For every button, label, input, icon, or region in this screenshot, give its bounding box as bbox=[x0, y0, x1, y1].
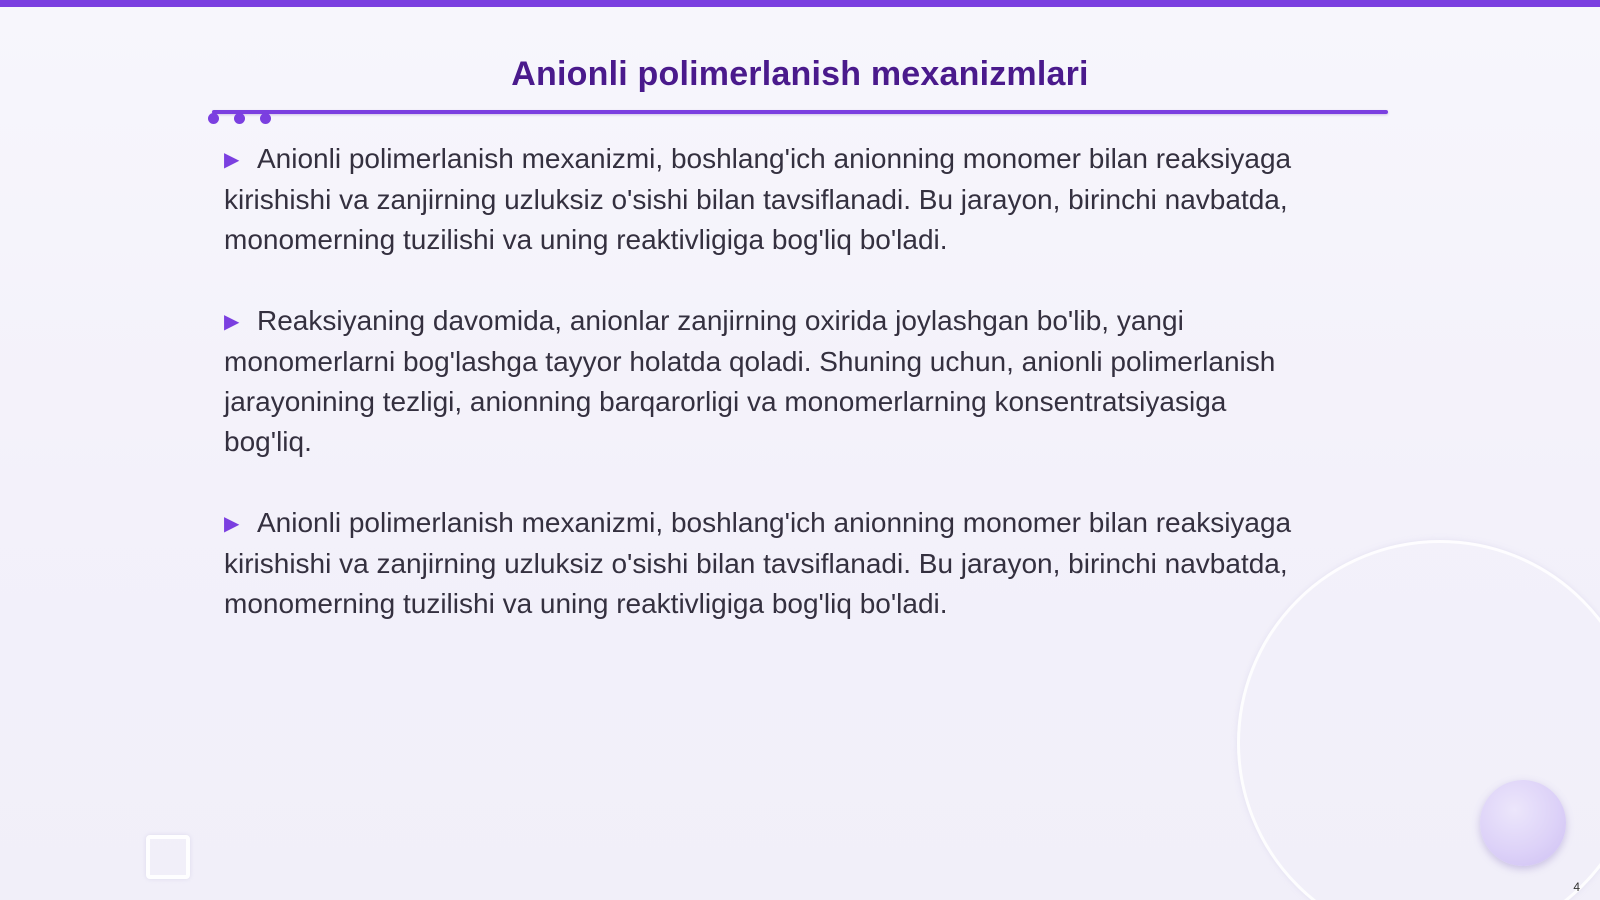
bullet-arrow-icon: ▶ bbox=[224, 311, 240, 333]
bullet-arrow-icon: ▶ bbox=[224, 149, 240, 171]
title-divider bbox=[212, 110, 1388, 114]
page-number: 4 bbox=[1573, 880, 1580, 894]
divider-dot bbox=[208, 113, 219, 124]
divider-dot bbox=[260, 113, 271, 124]
divider-dot bbox=[234, 113, 245, 124]
decorative-sphere bbox=[1480, 780, 1566, 866]
bullet-item bbox=[224, 503, 1304, 624]
top-accent-bar bbox=[0, 0, 1600, 7]
bullet-item bbox=[224, 301, 1304, 462]
bullet-text: Anionli polimerlanish mexanizmi, boshlang'ich anionning monomer bilan reaksiyaga kirishishi va zanjirning uzluksiz o'sishi bilan tavsiflanadi. Bu jarayon, birinchi navbatda, monomerning tuzilishi va uning reaktivligiga bog'liq bo'ladi. bbox=[224, 507, 1292, 619]
slide-title: Anionli polimerlanish mexanizmlari bbox=[511, 55, 1089, 93]
decorative-square bbox=[146, 835, 190, 879]
bullet-item bbox=[224, 139, 1304, 260]
bullet-text: Anionli polimerlanish mexanizmi, boshlang'ich anionning monomer bilan reaksiyaga kirishishi va zanjirning uzluksiz o'sishi bilan tavsiflanadi. Bu jarayon, birinchi navbatda, monomerning tuzilishi va uning reaktivligiga bog'liq bo'ladi. bbox=[224, 143, 1292, 255]
bullet-arrow-icon: ▶ bbox=[224, 513, 240, 535]
bullet-text: Reaksiyaning davomida, anionlar zanjirning oxirida joylashgan bo'lib, yangi monomerlarni bog'lashga tayyor holatda qoladi. Shuning uchun, anionli polimerlanish jarayonining tezligi, anionning barqarorligi va monomerlarning konsentratsiyasiga bog'liq. bbox=[224, 305, 1276, 457]
bullet-list bbox=[224, 139, 1304, 665]
